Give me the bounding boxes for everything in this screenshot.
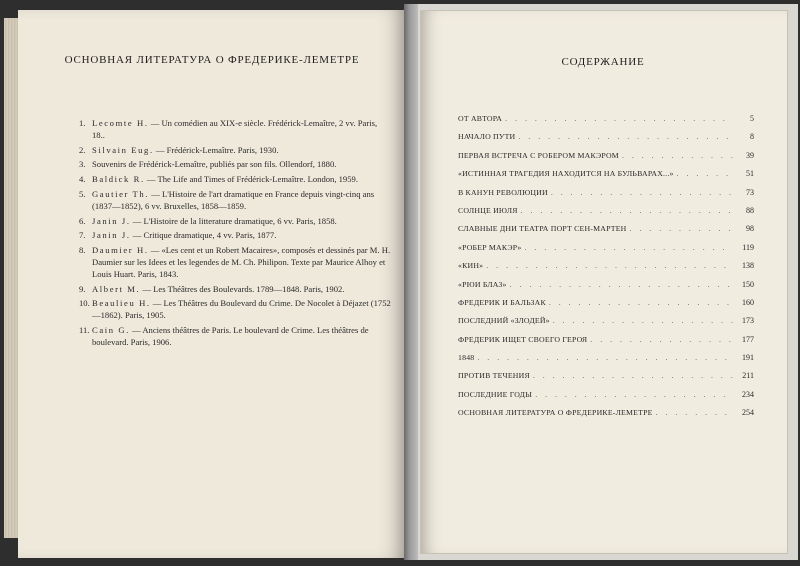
toc-entry [458,243,754,254]
entry-author: Cain G. [92,324,130,335]
entry-text: — Frédérick-Lemaître. Paris, 1930. [153,144,279,155]
toc-entry-title: «КИН» [458,261,484,271]
toc-leader-dots [521,206,733,215]
toc-entry-page: 191 [742,353,754,363]
toc-entry-title: ФРЕДЕРИК И БАЛЬЗАК [458,297,546,307]
toc-entry [458,335,754,346]
toc-entry-page: 73 [746,187,754,197]
toc-leader-dots [677,169,733,178]
entry-text: — Les Théâtres des Boulevards. 1789—1848. Paris, 1902. [140,283,345,294]
bibliography-entry [72,189,392,213]
toc-entry-page: 150 [742,279,754,289]
entry-author: Janin J. [92,215,131,226]
toc-leader-dots [477,353,733,362]
entry-text: — L'Histoire de l'art dramatique en France depuis vingt-cinq ans (1837—1852), 6 vv. Bruxelles, 1858—1859. [92,188,375,211]
bibliography-entry [72,159,392,171]
bibliography-heading: ОСНОВНАЯ ЛИТЕРАТУРА О ФРЕДЕРИКЕ-ЛЕМЕТРЕ [64,54,360,66]
toc-entry-title: В КАНУН РЕВОЛЮЦИИ [458,187,548,197]
entry-text: — The Life and Times of Frédérick-Lemaître. London, 1959. [144,174,358,185]
toc-leader-dots [656,408,733,417]
toc-entry-page: 234 [742,389,754,399]
toc-entry [458,298,754,309]
toc-entry [458,261,754,272]
entry-text: — Critique dramatique, 4 vv. Paris, 1877. [130,230,277,241]
entry-number: 7. [79,230,86,241]
toc-leader-dots [505,114,733,123]
toc-entry [458,151,754,162]
toc-entry [458,132,754,143]
bibliography-entry [72,325,392,349]
entry-number: 4. [79,174,86,185]
toc-entry-title: СОЛНЦЕ ИЮЛЯ [458,205,518,215]
entry-author: Janin J. [92,230,131,241]
toc-entry-page: 51 [746,169,754,179]
toc-leader-dots [549,298,733,307]
bibliography-entry [72,298,392,322]
toc-entry-title: ПОСЛЕДНИЙ «ЗЛОДЕЙ» [458,316,550,326]
bibliography-list [72,118,392,352]
toc-leader-dots [590,335,733,344]
entry-author: Silvain Eug. [92,144,154,155]
toc-entry-title: ОСНОВНАЯ ЛИТЕРАТУРА О ФРЕДЕРИКЕ-ЛЕМЕТРЕ [458,408,653,418]
entry-text: — L'Histoire de la litterature dramatique, 6 vv. Paris, 1858. [130,215,337,226]
entry-author: Gautier Th. [92,188,150,199]
entry-author: Daumier H. [92,245,149,256]
toc-entry-title: «РЮИ БЛАЗ» [458,279,507,289]
toc-leader-dots [535,390,733,399]
entry-text: Souvenirs de Frédérick-Lemaître, publiés par son fils. Ollendorf, 1880. [92,159,337,170]
toc-entry-title: СЛАВНЫЕ ДНИ ТЕАТРА ПОРТ СЕН-МАРТЕН [458,224,627,234]
toc-entry-page: 138 [742,261,754,271]
toc-entry-title: 1848 [458,353,475,363]
toc-leader-dots [510,280,733,289]
toc-entry-page: 98 [746,224,754,234]
bibliography-entry [72,284,392,296]
toc-leader-dots [553,316,733,325]
toc-entry [458,206,754,217]
contents-heading: СОДЕРЖАНИЕ [561,56,645,68]
toc-entry-page: 177 [742,334,754,344]
entry-text: — «Les cent et un Robert Macaires», composés et dessinés par M. H. Daumier sur les Idees et les legendes de M. Ch. Philipon. Texte par Maurice Alhoy et Louis Huart. Paris, 1843. [92,245,391,279]
toc-entry-page: 8 [750,132,754,142]
entry-number: 9. [79,283,86,294]
toc-leader-dots [525,243,733,252]
bibliography-entry [72,245,392,280]
toc-entry [458,390,754,401]
entry-number: 5. [79,188,86,199]
toc-entry [458,169,754,180]
bibliography-entry [72,174,392,186]
bibliography-entry [72,118,392,142]
entry-author: Lecomte H. [92,118,149,128]
entry-author: Albert M. [92,283,141,294]
toc-entry [458,114,754,125]
toc-entry-title: ФРЕДЕРИК ИЩЕТ СВОЕГО ГЕРОЯ [458,334,588,344]
toc-entry-page: 160 [742,297,754,307]
entry-number: 10. [79,298,90,309]
toc-leader-dots [533,371,733,380]
bibliography-entry [72,230,392,242]
entry-author: Beaulieu H. [92,298,151,309]
toc-entry-title: НАЧАЛО ПУТИ [458,132,516,142]
toc-entry [458,224,754,235]
toc-entry [458,280,754,291]
toc-entry [458,408,754,419]
entry-number: 3. [79,159,86,170]
entry-text: — Anciens théâtres de Paris. Le boulevard de Crime. Les théâtres de boulevard. Paris, 1906. [92,324,369,347]
toc-entry-page: 254 [742,408,754,418]
entry-number: 2. [79,144,86,155]
toc-entry [458,371,754,382]
toc-entry-title: ПРОТИВ ТЕЧЕНИЯ [458,371,530,381]
toc-entry-page: 211 [742,371,754,381]
toc-leader-dots [630,224,734,233]
toc-leader-dots [551,188,733,197]
book-gutter [404,4,418,560]
entry-number: 11. [79,324,90,335]
toc-leader-dots [622,151,733,160]
toc-entry [458,188,754,199]
toc-entry [458,353,754,364]
entry-number: 6. [79,215,86,226]
entry-number: 8. [79,245,86,256]
toc-entry-title: «ИСТИННАЯ ТРАГЕДИЯ НАХОДИТСЯ НА БУЛЬВАРАХ...» [458,169,674,179]
toc-entry-page: 173 [742,316,754,326]
toc-entry [458,316,754,327]
bibliography-entry [72,145,392,157]
toc-entry-page: 5 [750,114,754,123]
toc-leader-dots [518,132,733,141]
toc-entry-page: 119 [742,242,754,252]
entry-text: — Les Théâtres du Boulevard du Crime. De Nocolet à Déjazet (1752—1862). Paris, 1905. [92,298,391,321]
toc-entry-title: ПОСЛЕДНИЕ ГОДЫ [458,389,533,399]
bibliography-entry [72,216,392,228]
toc-entry-page: 88 [746,205,754,215]
toc-entry-title: ОТ АВТОРА [458,114,503,123]
toc-entry-title: ПЕРВАЯ ВСТРЕЧА С РОБЕРОМ МАКЭРОМ [458,150,619,160]
entry-number: 1. [79,118,86,128]
toc-leader-dots [486,261,733,270]
entry-author: Baldick R. [92,174,145,185]
toc-entry-page: 39 [746,150,754,160]
entry-text: — Un comédien au XIX-e siècle. Frédérick-Lemaître, 2 vv. Paris, 18.. [92,118,378,140]
table-of-contents [458,114,754,427]
toc-entry-title: «РОБЕР МАКЭР» [458,242,522,252]
